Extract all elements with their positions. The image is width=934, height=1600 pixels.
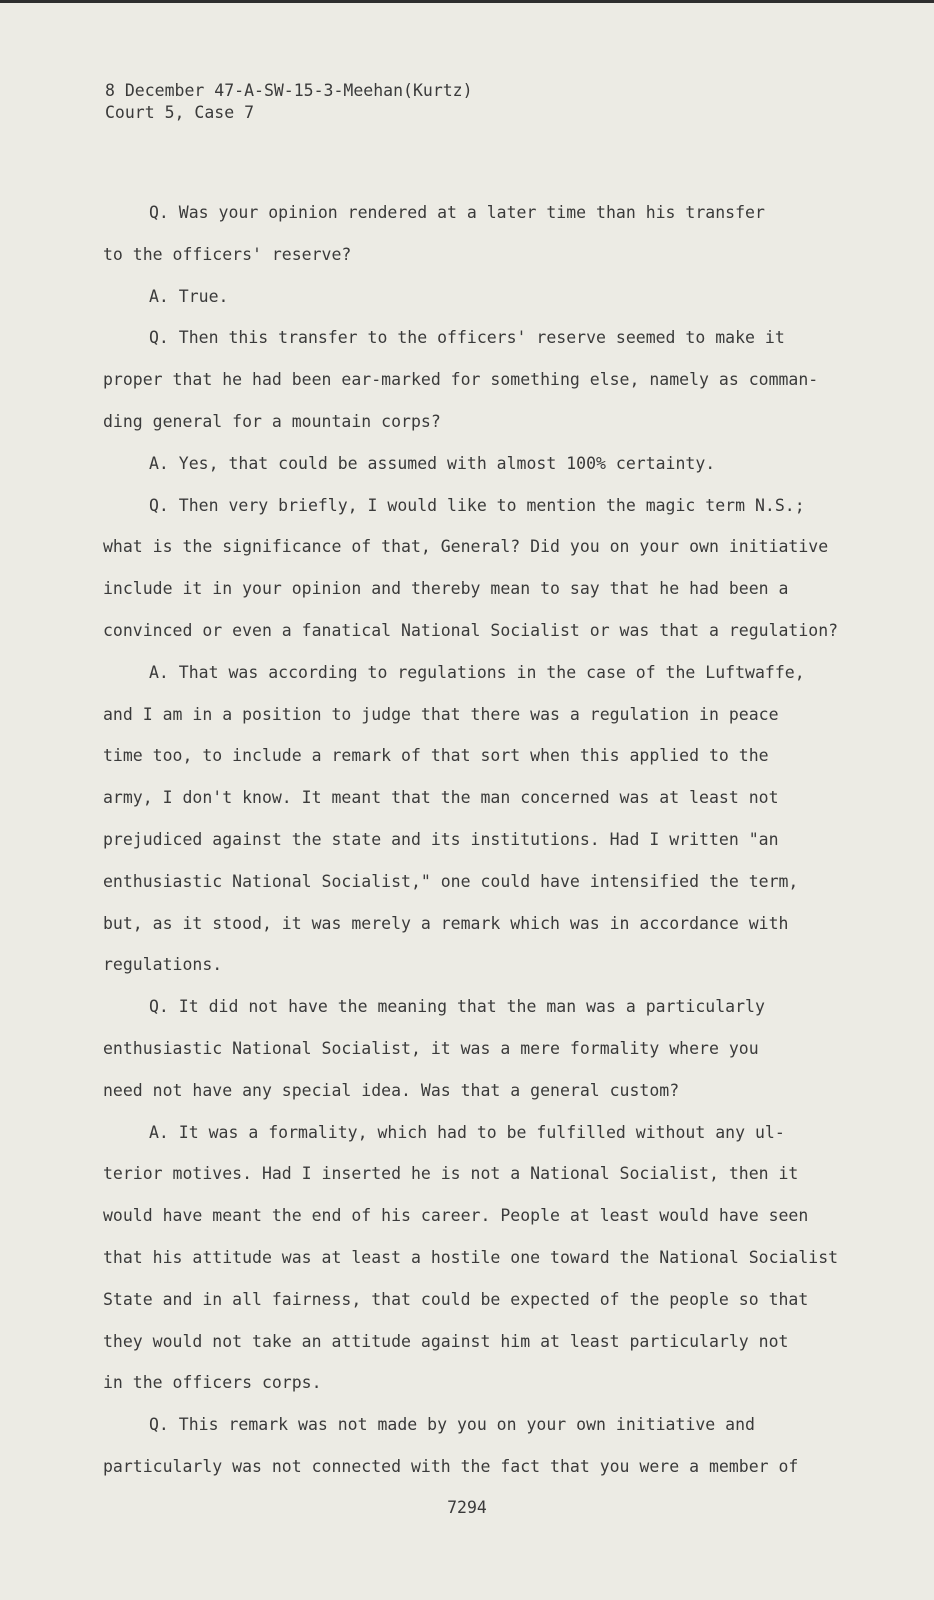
transcript-line: they would not take an attitude against him at least particularly not [103,1331,789,1351]
transcript-line: to the officers' reserve? [103,244,352,264]
transcript-line: what is the significance of that, General? Did you on your own initiative [103,537,829,557]
transcript-line: A. That was according to regulations in the case of the Luftwaffe, [149,662,805,682]
transcript-line: particularly was not connected with the fact that you were a member of [103,1456,799,1476]
transcript-line: terior motives. Had I inserted he is not a National Socialist, then it [103,1164,799,1184]
transcript-line: and I am in a position to judge that there was a regulation in peace [103,704,779,724]
transcript-line: Q. Was your opinion rendered at a later time than his transfer [149,203,765,222]
transcript-line: prejudiced against the state and its institutions. Had I written "an [103,829,779,849]
transcript-line: State and in all fairness, that could be expected of the people so that [103,1289,809,1309]
transcript-line: enthusiastic National Socialist," one could have intensified the term, [103,871,799,891]
transcript-line: army, I don't know. It meant that the man concerned was at least not [103,788,779,808]
transcript-line: A. Yes, that could be assumed with almost 100% certainty. [149,453,716,473]
transcript-line: A. True. [149,286,229,306]
header-court-case: Court 5, Case 7 [105,103,255,122]
transcript-line: in the officers corps. [103,1373,322,1393]
page-top-edge [0,0,934,3]
transcript-line: enthusiastic National Socialist, it was a mere formality where you [103,1038,759,1058]
transcript-line: Q. This remark was not made by you on your own initiative and [149,1415,755,1435]
transcript-line: Q. Then very briefly, I would like to mention the magic term N.S.; [149,495,805,515]
transcript-line: Q. It did not have the meaning that the man was a particularly [149,997,765,1017]
transcript-line: time too, to include a remark of that sort when this applied to the [103,746,769,766]
page-number: 7294 [447,1498,487,1517]
transcript-line: A. It was a formality, which had to be fulfilled without any ul- [149,1122,785,1142]
transcript-body [103,202,883,1498]
transcript-line: regulations. [103,955,223,975]
transcript-line: Q. Then this transfer to the officers' reserve seemed to make it [149,328,785,348]
transcript-line: include it in your opinion and thereby mean to say that he had been a [103,579,789,599]
transcript-line: proper that he had been ear-marked for something else, namely as comman- [103,370,819,390]
transcript-line: ding general for a mountain corps? [103,411,441,431]
transcript-line: need not have any special idea. Was that a general custom? [103,1080,680,1100]
transcript-line: that his attitude was at least a hostile one toward the National Socialist [103,1247,839,1267]
document-header [105,80,473,124]
header-date-reference: 8 December 47-A-SW-15-3-Meehan(Kurtz) [105,81,473,100]
transcript-line: would have meant the end of his career. People at least would have seen [103,1206,809,1226]
transcript-line: but, as it stood, it was merely a remark which was in accordance with [103,913,789,933]
transcript-line: convinced or even a fanatical National Socialist or was that a regulation? [103,620,839,640]
